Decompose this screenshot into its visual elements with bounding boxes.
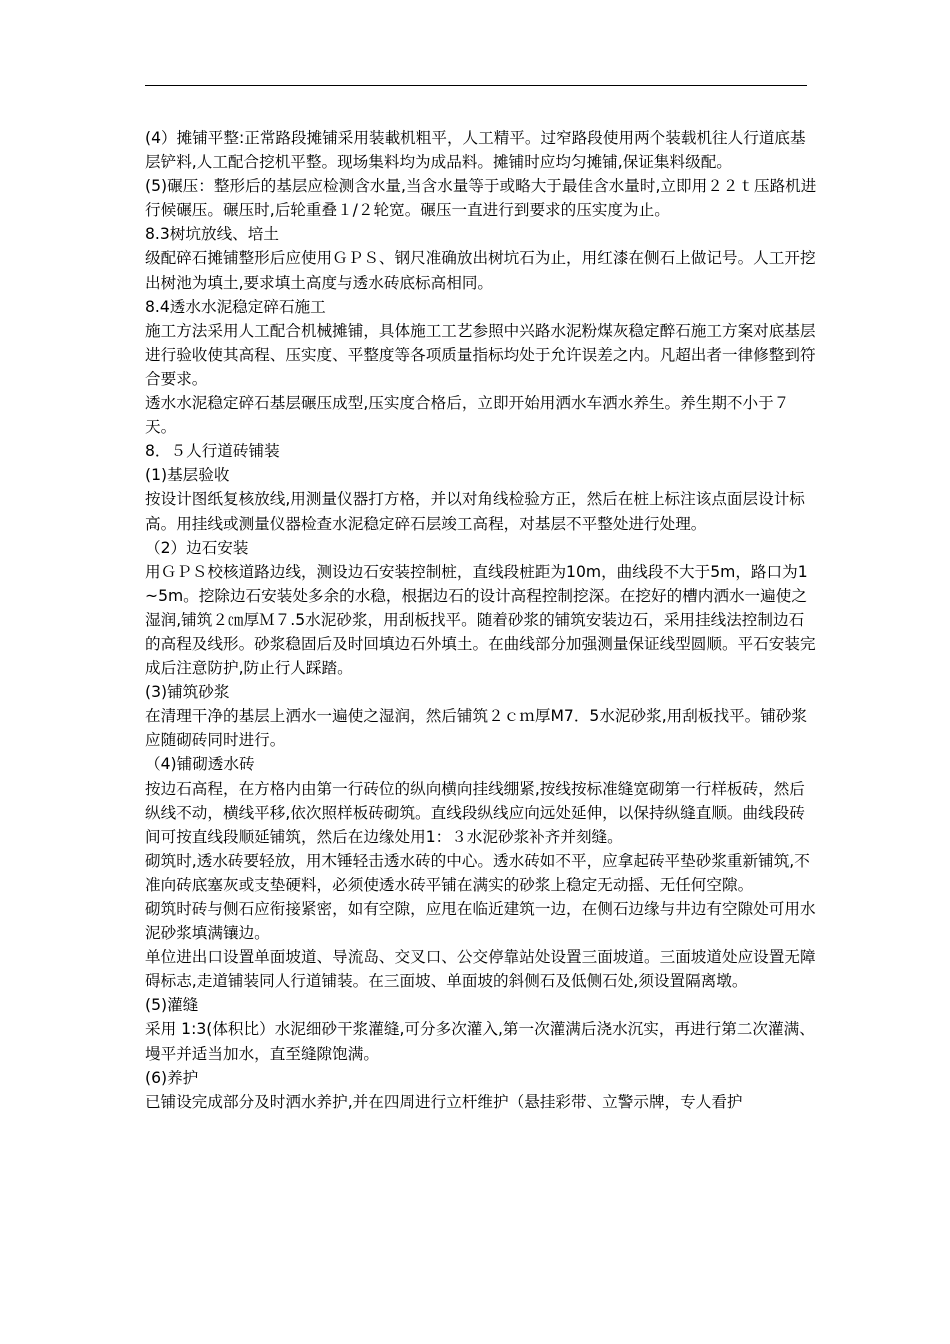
heading-8-3: 8.3树坑放线、培土: [145, 225, 279, 244]
paragraph-ramps: 单位进出口设置单面坡道、导流岛、交叉口、公交停靠站处设置三面坡道。三面坡道处应设置无障碍标志,走道铺装同人行道铺装。在三面坡、单面坡的斜侧石及低侧石处,须设置隔离墩。: [145, 948, 816, 991]
subheading-curb-install: （2）边石安装: [145, 538, 249, 557]
paragraph-brick-placement: 砌筑时,透水砖要轻放，用木锤轻击透水砖的中心。透水砖如不平，应拿起砖平垫砂浆重新铺筑,不准向砖底塞灰或支垫硬料，必须使透水砖平铺在满实的砂浆上稳定无动摇、无任何空隙。: [145, 851, 810, 894]
paragraph-brick-laying: 按边石高程，在方格内由第一行砖位的纵向横向挂线绷紧,按线按标准缝宽砌第一行样板砖，然后纵线不动，横线平移,依次照样板砖砌筑。直线段纵线应向远处延伸，以保持纵缝直顺。曲线段砖间可按直线段顺延铺筑，然后在边缘处用1：３水泥砂浆补齐并刻缝。: [145, 779, 805, 846]
heading-8-5: 8．５人行道砖铺装: [145, 442, 280, 461]
subheading-base-acceptance: (1)基层验收: [145, 466, 230, 485]
paragraph-mortar: 在清理干净的基层上洒水一遍使之湿润，然后铺筑２ｃｍ厚M7．5水泥砂浆,用刮板找平。铺砂浆应随砌砖同时进行。: [145, 707, 808, 750]
paragraph-tree-pit: 级配碎石摊铺整形后应使用ＧＰＳ、钢尺准确放出树坑石为止，用红漆在侧石上做记号。人工开挖出树池为填土,要求填土高度与透水砖底标高相同。: [145, 249, 816, 292]
paragraph-construction-method: 施工方法采用人工配合机械摊铺，具体施工工艺参照中兴路水泥粉煤灰稳定醉石施工方案对底基层进行验收使其高程、压实度、平整度等各项质量指标均处于允许误差之内。凡超出者一律修整到符合要求。: [145, 321, 816, 388]
paragraph-rolling: (5)碾压：整形后的基层应检测含水量,当含水量等于或略大于最佳含水量时,立即用２２ｔ压路机进行候碾压。碾压时,后轮重叠１/２轮宽。碾压一直进行到要求的压实度为止。: [145, 177, 817, 220]
subheading-grouting: (5)灌缝: [145, 996, 199, 1015]
header-rule: [145, 85, 807, 86]
subheading-maintenance: (6)养护: [145, 1068, 199, 1087]
document-body: [145, 126, 817, 1114]
subheading-brick-laying: （4)铺砌透水砖: [145, 755, 255, 774]
paragraph-base-acceptance: 按设计图纸复核放线,用测量仪器打方格，并以对角线检验方正，然后在桩上标注该点面层设计标高。用挂线或测量仪器检查水泥稳定碎石层竣工高程，对基层不平整处进行处理。: [145, 490, 805, 533]
paragraph-curing: 透水水泥稳定碎石基层碾压成型,压实度合格后，立即开始用洒水车洒水养生。养生期不小于７天。: [145, 394, 790, 437]
subheading-mortar: (3)铺筑砂浆: [145, 683, 230, 702]
paragraph-spreading: (4）摊铺平整:正常路段摊铺采用装載机粗平，人工精平。过窄路段使用两个装载机往人行道底基层铲料,人工配合挖机平整。现场集料均为成品料。摊铺时应均匀摊铺,保证集料级配。: [145, 129, 806, 172]
heading-8-4: 8.4透水水泥稳定碎石施工: [145, 297, 326, 316]
paragraph-maintenance: 已铺设完成部分及时洒水养护,并在四周进行立杆维护（悬挂彩带、立警示牌，专人看护: [145, 1092, 743, 1111]
paragraph-grouting: 采用 1:3(体积比）水泥细砂干浆灌缝,可分多次灌入,第一次灌满后浇水沉实，再进行第二次灌满、墁平并适当加水，直至缝隙饱满。: [145, 1020, 815, 1063]
paragraph-curb-install: 用ＧＰＳ校核道路边线，测设边石安装控制桩，直线段桩距为10m，曲线段不大于5m，路口为1~5m。挖除边石安装处多余的水稳，根据边石的设计高程控制挖深。在挖好的槽内洒水一遍使之湿润,铺筑２㎝厚Ｍ７.5水泥砂浆，用刮板找平。随着砂浆的铺筑安装边石，采用挂线法控制边石的高程及线形。砂浆稳固后及时回填边石外填土。在曲线部分加强测量保证线型圆顺。平石安装完成后注意防护,防止行人踩踏。: [145, 562, 816, 678]
paragraph-brick-joint: 砌筑时砖与侧石应衔接紧密，如有空隙，应甩在临近建筑一边，在侧石边缘与井边有空隙处可用水泥砂浆填满镶边。: [145, 900, 816, 943]
